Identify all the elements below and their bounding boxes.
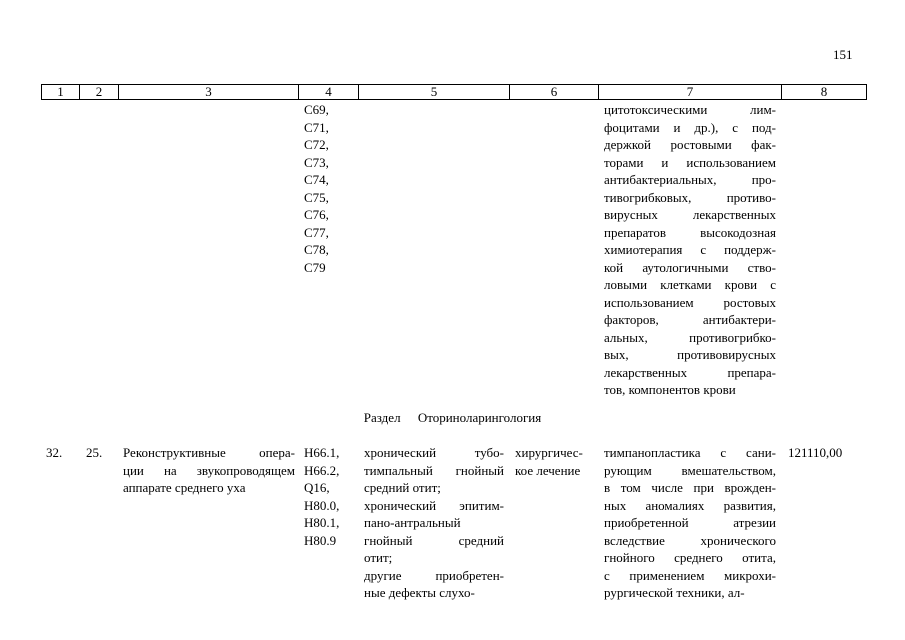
diagnosis-text-line: средний отит; <box>364 480 441 495</box>
column-number-8: 8 <box>820 84 828 99</box>
section-label: Раздел <box>363 410 401 425</box>
icd-code-line: H80.1, <box>304 515 340 530</box>
row-treatment-type <box>515 444 583 479</box>
diagnosis-text-line: ные дефекты слухо- <box>364 585 475 600</box>
method-text-line: использованием ростовых <box>604 294 776 310</box>
diagnosis-text-line: тимпальный гнойный <box>364 462 504 478</box>
column-number-2: 2 <box>80 85 119 99</box>
icd-code-line: C71, <box>304 119 329 135</box>
row-subnumber: 25. <box>86 445 103 460</box>
intervention-name-line: аппарате среднего уха <box>123 480 246 495</box>
row-diagnosis <box>364 444 504 602</box>
icd-code-line: C77, <box>304 224 329 240</box>
method-text-line: гнойного среднего отита, <box>604 550 776 565</box>
section-name: Оториноларингология <box>417 410 542 425</box>
diagnosis-text-line: хронический тубо- <box>364 445 504 460</box>
section-heading <box>0 409 905 426</box>
method-text-line: факторов, антибактери- <box>604 312 776 327</box>
diagnosis-text-line: пано-антральный <box>364 515 461 530</box>
row-icd-codes <box>304 444 339 549</box>
method-text-line: цитотоксическими лим- <box>604 102 776 117</box>
method-text-line: с применением микрохи- <box>604 567 776 583</box>
method-text-line: вирусных лекарственных <box>604 207 776 222</box>
method-text-line: препаратов высокодозная <box>604 224 776 240</box>
method-text-line: кой аутологичными ство- <box>604 259 776 275</box>
row-cost: 121110,00 <box>788 445 843 460</box>
method-text-line: в том числе при врожден- <box>604 480 776 495</box>
method-text-line: вых, противовирусных <box>604 347 776 362</box>
diagnosis-text-line: отит; <box>364 550 393 565</box>
treatment-type-line: кое лечение <box>515 462 581 478</box>
continued-row-method <box>604 101 776 399</box>
icd-code-line: C76, <box>304 207 329 222</box>
method-text-line: рующим вмешательством, <box>604 462 776 478</box>
diagnosis-text-line: гнойный средний <box>364 532 504 548</box>
treatment-type-line: хирургичес- <box>515 445 583 460</box>
method-text-line: фоцитами и др.), с под- <box>604 119 776 135</box>
icd-code-line: C79 <box>304 259 326 275</box>
row-treatment-method <box>604 444 776 602</box>
method-text-line: рургической техники, ал- <box>604 585 745 600</box>
icd-code-line: Q16, <box>304 480 330 495</box>
column-number-1: 1 <box>42 85 80 99</box>
method-text-line: ловыми клетками крови с <box>604 277 776 292</box>
icd-code-line: H66.2, <box>304 462 340 478</box>
column-number-5: 5 <box>359 85 510 99</box>
diagnosis-text-line: хронический эпитим- <box>364 497 504 513</box>
method-text-line: приобретенной атрезии <box>604 515 776 530</box>
intervention-name-line: ции на звукопроводящем <box>123 462 295 478</box>
icd-code-line: C75, <box>304 189 329 205</box>
method-text-line: вследствие хронического <box>604 532 776 548</box>
icd-code-line: C78, <box>304 242 329 257</box>
column-number-6: 6 <box>510 85 599 99</box>
column-number-7: 7 <box>599 85 782 99</box>
row-number: 32. <box>46 445 63 460</box>
diagnosis-text-line: другие приобретен- <box>364 567 504 583</box>
icd-code-line: H80.0, <box>304 497 340 513</box>
method-text-line: тов, компонентов крови <box>604 382 736 397</box>
icd-code-line: C69, <box>304 102 329 117</box>
method-text-line: торами и использованием <box>604 154 776 170</box>
icd-code-line: H80.9 <box>304 532 337 548</box>
table-header-row <box>41 84 867 100</box>
method-text-line: держкой ростовыми фак- <box>604 137 776 152</box>
icd-code-line: C74, <box>304 172 329 187</box>
icd-code-line: C72, <box>304 137 329 152</box>
column-number-4: 4 <box>299 85 359 99</box>
icd-code-line: H66.1, <box>304 445 340 460</box>
continued-row-codes <box>304 101 329 276</box>
intervention-name-line: Реконструктивные опера- <box>123 445 295 460</box>
method-text-line: тивогрибковых, противо- <box>604 189 776 205</box>
row-intervention-name <box>123 444 295 497</box>
icd-code-line: C73, <box>304 154 329 170</box>
page-number: 151 <box>833 47 853 62</box>
method-text-line: лекарственных препара- <box>604 364 776 380</box>
column-number-3: 3 <box>119 85 299 99</box>
method-text-line: альных, противогрибко- <box>604 329 776 345</box>
method-text-line: химиотерапия с поддерж- <box>604 242 776 257</box>
method-text-line: антибактериальных, про- <box>604 172 776 187</box>
method-text-line: тимпанопластика с сани- <box>604 445 776 460</box>
method-text-line: ных аномалиях развития, <box>604 497 776 513</box>
